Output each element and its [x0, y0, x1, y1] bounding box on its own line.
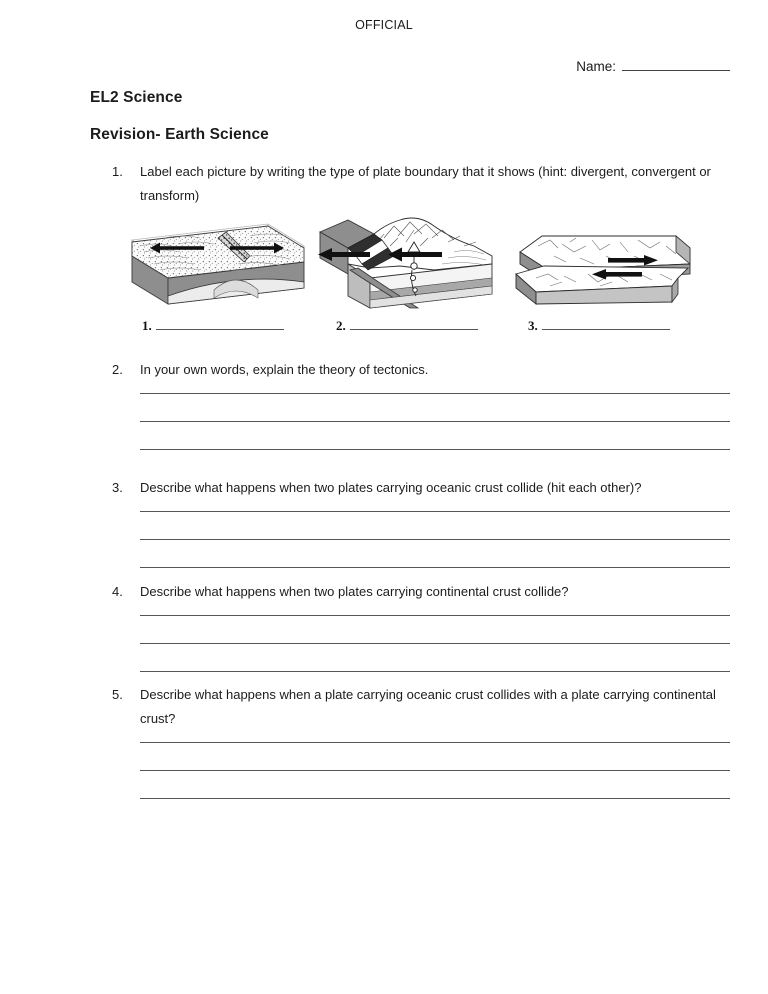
figure-3-label	[528, 318, 670, 334]
answer-line[interactable]	[140, 511, 730, 512]
question-1-text: Label each picture by writing the type of plate boundary that it shows (hint: divergent, convergent or transform)	[140, 164, 711, 204]
question-4	[112, 580, 732, 604]
question-2	[112, 358, 732, 382]
name-blank-line[interactable]	[622, 59, 730, 71]
name-label: Name:	[576, 59, 616, 74]
question-4-answer-lines	[140, 615, 730, 672]
answer-line[interactable]	[140, 393, 730, 394]
question-2-answer-lines	[140, 393, 730, 450]
figure-1-number: 1.	[142, 318, 152, 333]
question-1	[112, 160, 712, 208]
answer-line[interactable]	[140, 421, 730, 422]
question-2-number: 2.	[112, 362, 123, 377]
answer-line[interactable]	[140, 539, 730, 540]
figure-2-answer-blank[interactable]	[350, 319, 478, 330]
question-4-text: Describe what happens when two plates carrying continental crust collide?	[140, 584, 569, 599]
figure-3-number: 3.	[528, 318, 538, 333]
question-5-answer-lines	[140, 742, 730, 799]
figure-3-answer-blank[interactable]	[542, 319, 670, 330]
question-5-number: 5.	[112, 687, 123, 702]
question-5-text: Describe what happens when a plate carrying oceanic crust collides with a plate carrying continental crust?	[140, 687, 716, 727]
convergent-boundary-diagram	[314, 212, 500, 316]
question-5	[112, 683, 734, 731]
figure-transform-boundary	[510, 230, 696, 310]
figure-2-label	[336, 318, 478, 334]
plate-boundary-figures	[118, 212, 718, 342]
page-title: EL2 Science	[90, 89, 183, 106]
answer-line[interactable]	[140, 798, 730, 799]
figure-1-label	[142, 318, 284, 334]
question-1-number: 1.	[112, 164, 123, 179]
page-subtitle: Revision- Earth Science	[90, 126, 269, 143]
figure-1-answer-blank[interactable]	[156, 319, 284, 330]
answer-line[interactable]	[140, 742, 730, 743]
question-2-text: In your own words, explain the theory of tectonics.	[140, 362, 429, 377]
question-3	[112, 476, 732, 500]
answer-line[interactable]	[140, 671, 730, 672]
question-3-text: Describe what happens when two plates carrying oceanic crust collide (hit each other)?	[140, 480, 642, 495]
classification-header: OFFICIAL	[355, 18, 413, 32]
answer-line[interactable]	[140, 770, 730, 771]
figure-convergent-boundary	[314, 212, 500, 316]
answer-line[interactable]	[140, 449, 730, 450]
question-3-number: 3.	[112, 480, 123, 495]
answer-line[interactable]	[140, 643, 730, 644]
answer-line[interactable]	[140, 567, 730, 568]
figure-2-number: 2.	[336, 318, 346, 333]
name-field-row	[576, 59, 730, 74]
answer-line[interactable]	[140, 615, 730, 616]
question-4-number: 4.	[112, 584, 123, 599]
figure-divergent-boundary	[118, 212, 308, 310]
question-3-answer-lines	[140, 511, 730, 568]
divergent-boundary-diagram	[118, 212, 308, 310]
transform-boundary-diagram	[510, 230, 696, 310]
